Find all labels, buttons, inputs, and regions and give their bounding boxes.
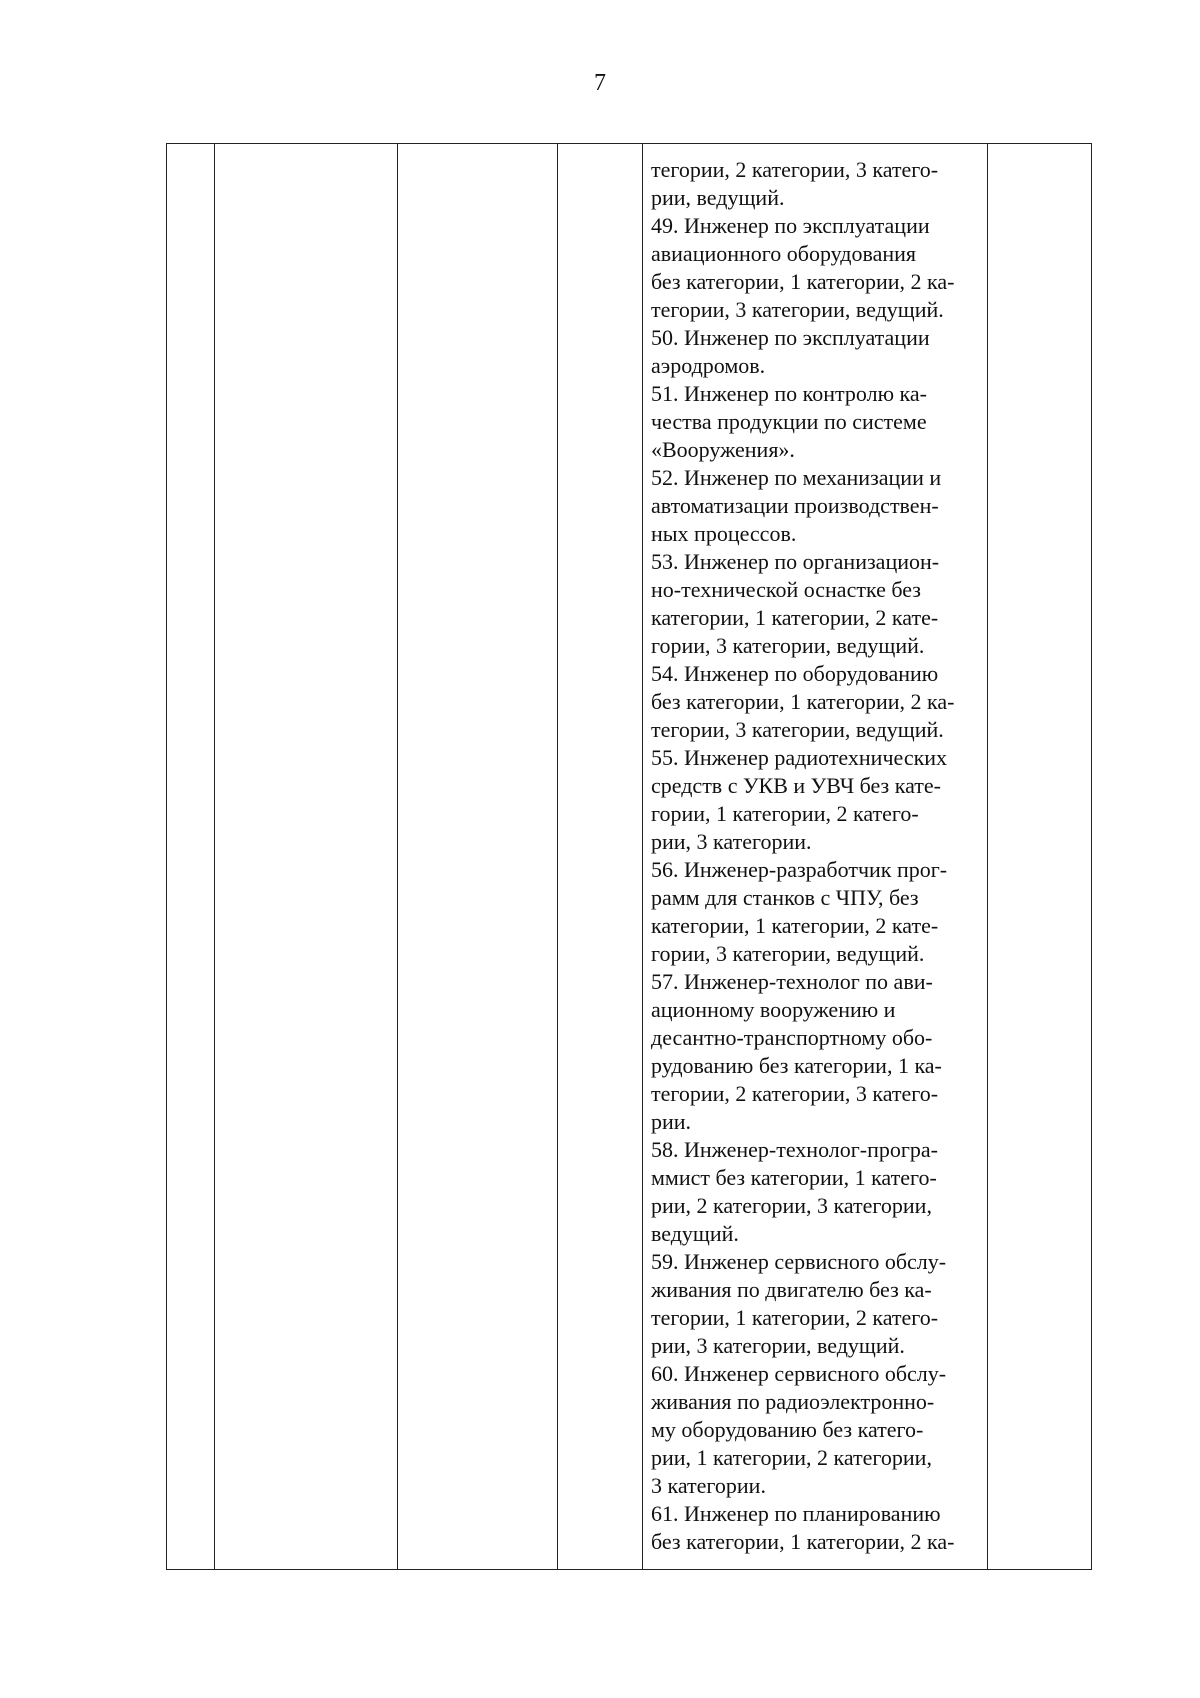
table (166, 143, 1092, 1570)
profession-list-cell: тегории, 2 категории, 3 катего- рии, ведущий. 49. Инженер по эксплуатации авиационного оборудования без категории, 1 категории, 2 ка- тегории, 3 категории, ведущий. 50. Инженер по эксплуатации аэродромов. 51. Инженер по контролю ка- чества продукции по системе «Вооружения». 52. Инженер по механизации и автоматизации производствен- ных процессов. 53. Инженер по организацион- но-технической оснастке без категории, 1 категории, 2 кате- гории, 3 категории, ведущий. 54. Инженер по оборудованию без категории, 1 категории, 2 ка- тегории, 3 категории, ведущий. 55. Инженер радиотехнических средств с УКВ и УВЧ без кате- гории, 1 категории, 2 катего- рии, 3 категории. 56. Инженер-разработчик прог- рамм для станков с ЧПУ, без категории, 1 категории, 2 кате- гории, 3 категории, ведущий. 57. Инженер-технолог по ави- ационному вооружению и десантно-транспортному обо- рудованию без категории, 1 ка- тегории, 2 категории, 3 катего- рии. 58. Инженер-технолог-програ- ммист без категории, 1 катего- рии, 2 категории, 3 категории, ведущий. 59. Инженер сервисного обслу- живания по двигателю без ка- тегории, 1 категории, 2 катего- рии, 3 категории, ведущий. 60. Инженер сервисного обслу- живания по радиоэлектронно- му оборудованию без катего- рии, 1 категории, 2 категории, 3 категории. 61. Инженер по планированию без категории, 1 категории, 2 ка- (651, 157, 955, 1554)
column-divider (987, 144, 988, 1569)
page-number: 7 (594, 70, 606, 96)
column-divider (397, 144, 398, 1569)
column-divider (214, 144, 215, 1569)
column-divider (642, 144, 643, 1569)
column-divider (557, 144, 558, 1569)
